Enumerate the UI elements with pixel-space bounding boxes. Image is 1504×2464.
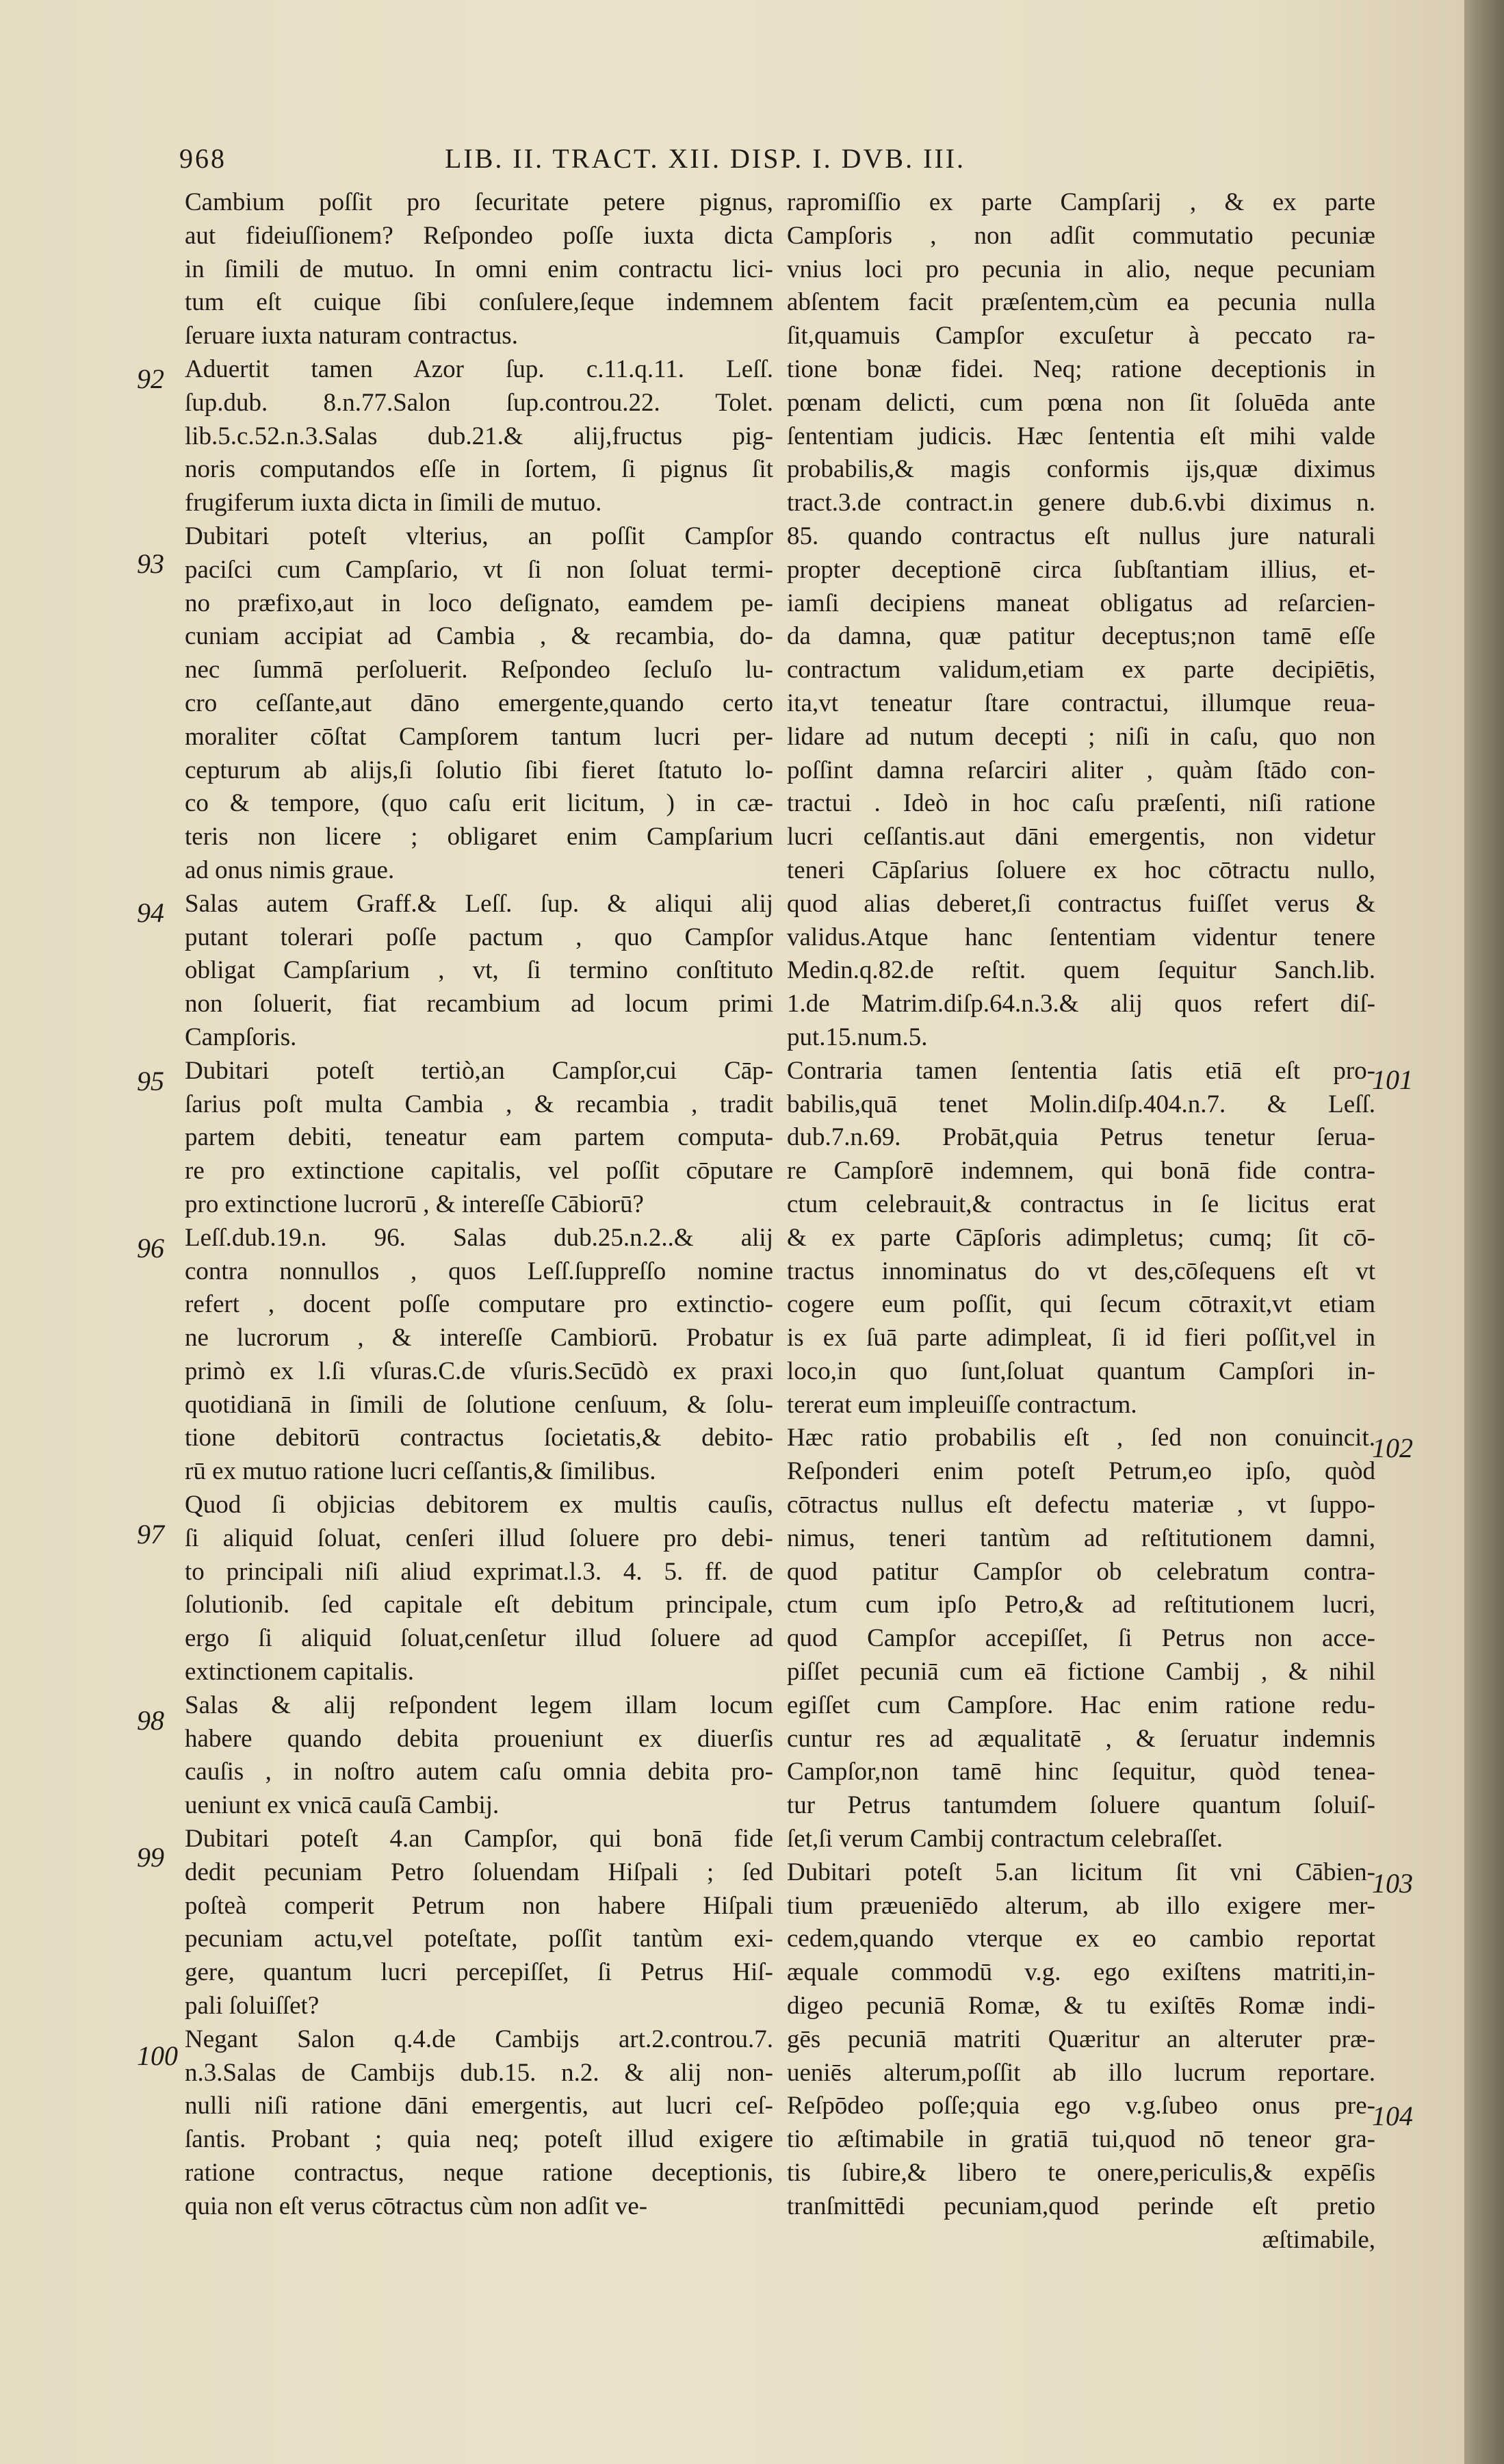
text-line: tur Petrus tantumdem ſoluere quantum ſoluiſ- xyxy=(787,1791,1375,1820)
text-line: loco,in quo ſunt,ſoluat quantum Campſori in- xyxy=(787,1357,1375,1385)
text-line: rapromiſſio ex parte Campſarij , & ex parte xyxy=(787,188,1375,216)
text-line: re pro extinctione capitalis, vel poſſit cōputare xyxy=(185,1157,773,1185)
text-line: Dubitari poteſt tertiò,an Campſor,cui Cāp- xyxy=(185,1056,773,1085)
text-line: cogere eum poſſit, qui ſecum cōtraxit,vt etiam xyxy=(787,1290,1375,1319)
text-line: ſi aliquid ſoluat, cenſeri illud ſoluere pro debi- xyxy=(185,1524,773,1552)
text-line: nec ſummā perſoluerit. Reſpondeo ſecluſo lu- xyxy=(185,656,773,684)
text-line: extinctionem capitalis. xyxy=(185,1658,414,1686)
text-line: poſteà comperit Petrum non habere Hiſpali xyxy=(185,1891,773,1920)
text-line: digeo pecuniā Romæ, & tu exiſtēs Romæ indi- xyxy=(787,1992,1375,2020)
text-line: tio æſtimabile in gratiā tui,quod nō teneor gra- xyxy=(787,2125,1375,2154)
text-line: Reſpōdeo poſſe;quia ego v.g.ſubeo onus pre- xyxy=(787,2092,1375,2120)
text-line: habere quando debita proueniunt ex diuerſis xyxy=(185,1724,773,1753)
text-line: ergo ſi aliquid ſoluat,cenſetur illud ſoluere ad xyxy=(185,1624,773,1653)
text-line: Hæc ratio probabilis eſt , ſed non conuincit. xyxy=(787,1424,1375,1452)
text-line: Medin.q.82.de reſtit. quem ſequitur Sanch.lib. xyxy=(787,956,1375,985)
text-line: re Campſorē indemnem, qui bonā fide contra- xyxy=(787,1157,1375,1185)
text-line: dub.7.n.69. Probāt,quia Petrus tenetur ſerua- xyxy=(787,1123,1375,1152)
text-line: tione bonæ fidei. Neq; ratione deceptionis in xyxy=(787,355,1375,383)
text-line: Campſoris. xyxy=(185,1023,297,1051)
text-line: propter deceptionē circa ſubſtantiam illius, et- xyxy=(787,555,1375,584)
text-line: co & tempore, (quo caſu erit licitum, ) in cæ- xyxy=(185,789,773,818)
text-line: tium præueniēdo alterum, ab illo exigere mer- xyxy=(787,1891,1375,1920)
text-line: Cambium poſſit pro ſecuritate petere pignus, xyxy=(185,188,773,216)
text-line: pecuniam actu,vel poteſtate, poſſit tantùm exi- xyxy=(185,1925,773,1953)
text-line: ne lucrorum , & intereſſe Cambiorū. Probatur xyxy=(185,1324,773,1352)
text-line: ſet,ſi verum Cambij contractum celebraſſet. xyxy=(787,1825,1223,1853)
text-line: gēs pecuniā matriti Quæritur an alteruter præ- xyxy=(787,2025,1375,2053)
book-spine xyxy=(1464,0,1504,2464)
text-line: ctum cum ipſo Petro,& ad reſtitutionem lucri, xyxy=(787,1591,1375,1619)
text-line: rū ex mutuo ratione lucri ceſſantis,& ſimilibus. xyxy=(185,1457,656,1486)
margin-number: 103 xyxy=(1372,1868,1413,1899)
text-line: ſup.dub. 8.n.77.Salon ſup.controu.22. Tolet. xyxy=(185,388,773,417)
text-line: Quod ſi objicias debitorem ex multis cauſis, xyxy=(185,1491,773,1519)
text-line: tererat eum impleuiſſe contractum. xyxy=(787,1390,1137,1419)
text-line: quod patitur Campſor ob celebratum contra- xyxy=(787,1557,1375,1586)
text-line: tractui . Ideò in hoc caſu præſenti, niſi ratione xyxy=(787,789,1375,818)
text-line: egiſſet cum Campſore. Hac enim ratione redu- xyxy=(787,1691,1375,1719)
text-line: Salas & alij reſpondent legem illam locum xyxy=(185,1691,773,1719)
text-line: put.15.num.5. xyxy=(787,1023,928,1051)
text-line: ſarius poſt multa Cambia , & recambia , tradit xyxy=(185,1090,773,1118)
text-line: moraliter cōſtat Campſorem tantum lucri per- xyxy=(185,722,773,751)
text-line: noris computandos eſſe in ſortem, ſi pignus ſit xyxy=(185,455,773,484)
text-line: Contraria tamen ſententia ſatis etiā eſt pro- xyxy=(787,1056,1375,1085)
text-line: ueniēs alterum,poſſit ab illo lucrum reportare. xyxy=(787,2058,1375,2087)
text-line: cuniam accipiat ad Cambia , & recambia, do- xyxy=(185,622,773,651)
text-line: primò ex l.ſi vſuras.C.de vſuris.Secūdò ex praxi xyxy=(185,1357,773,1385)
text-line: pali ſoluiſſet? xyxy=(185,1992,320,2020)
text-line: & ex parte Cāpſoris adimpletus; cumq; ſit cō- xyxy=(787,1223,1375,1252)
text-line: Negant Salon q.4.de Cambijs art.2.controu.7. xyxy=(185,2025,773,2053)
margin-number: 97 xyxy=(137,1519,164,1550)
text-line: refert , docent poſſe computare pro extinctio- xyxy=(185,1290,773,1319)
margin-number: 104 xyxy=(1372,2101,1413,2131)
text-line: is ex ſuā parte adimpleat, ſi id fieri poſſit,vel in xyxy=(787,1324,1375,1352)
text-line: Aduertit tamen Azor ſup. c.11.q.11. Leſſ. xyxy=(185,355,773,383)
text-line: to principali niſi aliud exprimat.l.3. 4. 5. ff. de xyxy=(185,1557,773,1586)
text-line: n.3.Salas de Cambijs dub.15. n.2. & alij non- xyxy=(185,2058,773,2087)
text-line: ad onus nimis graue. xyxy=(185,856,395,884)
text-line: cauſis , in noſtro autem caſu omnia debita pro- xyxy=(185,1758,773,1786)
text-line: teneri Cāpſarius ſoluere ex hoc cōtractu nullo, xyxy=(787,856,1375,884)
text-line: ctum celebrauit,& contractus in ſe licitus erat xyxy=(787,1190,1375,1218)
text-line: cedem,quando vterque ex eo cambio reportat xyxy=(787,1925,1375,1953)
text-line: probabilis,& magis conformis ijs,quæ diximus xyxy=(787,455,1375,484)
text-line: ſententiam judicis. Hæc ſententia eſt mihi valde xyxy=(787,422,1375,450)
text-line: dedit pecuniam Petro ſoluendam Hiſpali ; ſed xyxy=(185,1858,773,1886)
text-line: da damna, quæ patitur deceptus;non tamē eſſe xyxy=(787,622,1375,651)
text-line: Campſoris , non adſit commutatio pecuniæ xyxy=(787,221,1375,250)
text-line: iamſi decipiens maneat obligatus ad reſarcien- xyxy=(787,589,1375,617)
text-line: validus.Atque hanc ſententiam videntur tenere xyxy=(787,923,1375,951)
margin-number: 99 xyxy=(137,1842,164,1873)
text-line: pœnam delicti, cum pœna non ſit ſoluēda ante xyxy=(787,388,1375,417)
text-line: Dubitari poteſt 5.an licitum ſit vni Cābien- xyxy=(787,1858,1375,1886)
text-line: poſſint damna reſarciri aliter , quàm ſtādo con- xyxy=(787,756,1375,784)
text-line: aut fideiuſſionem? Reſpondeo poſſe iuxta dicta xyxy=(185,221,773,250)
text-line: cuntur res ad æqualitatē , & ſeruatur indemnis xyxy=(787,1724,1375,1753)
text-line: Campſor,non tamē hinc ſequitur, quòd tenea- xyxy=(787,1758,1375,1786)
margin-number: 95 xyxy=(137,1066,164,1096)
margin-number: 101 xyxy=(1372,1064,1413,1095)
text-line: ſantis. Probant ; quia neq; poteſt illud exigere xyxy=(185,2125,773,2154)
text-line: tis ſubire,& libero te onere,periculis,& expēſis xyxy=(787,2159,1375,2187)
text-line: putant tolerari poſſe pactum , quo Campſor xyxy=(185,923,773,951)
text-line: contractum validum,etiam ex parte decipiētis, xyxy=(787,656,1375,684)
text-line: piſſet pecuniā cum eā fictione Cambij , & nihil xyxy=(787,1658,1375,1686)
margin-number: 92 xyxy=(137,363,164,394)
right-column xyxy=(787,186,1375,2257)
running-head: LIB. II. TRACT. XII. DISP. I. DVB. III. xyxy=(445,143,966,174)
left-column xyxy=(185,186,773,2224)
text-line: ſit,quamuis Campſor excuſetur à peccato ra- xyxy=(787,322,1375,350)
text-line: contra nonnullos , quos Leſſ.ſuppreſſo nomine xyxy=(185,1257,773,1285)
text-line: cro ceſſante,aut dāno emergente,quando certo xyxy=(185,689,773,717)
margin-number: 102 xyxy=(1372,1433,1413,1463)
text-line: cōtractus nullus eſt defectu materiæ , vt ſuppo- xyxy=(787,1491,1375,1519)
text-line: ratione contractus, neque ratione deceptionis, xyxy=(185,2159,773,2187)
text-line: 85. quando contractus eſt nullus jure naturali xyxy=(787,522,1375,550)
text-line: Reſponderi enim poteſt Petrum,eo ipſo, quòd xyxy=(787,1457,1375,1486)
text-line: babilis,quā tenet Molin.diſp.404.n.7. & Leſſ. xyxy=(787,1090,1375,1118)
text-line: Dubitari poteſt vlterius, an poſſit Campſor xyxy=(185,522,773,550)
text-line: lucri ceſſantis.aut dāni emergentis, non videtur xyxy=(787,823,1375,851)
text-line: Dubitari poteſt 4.an Campſor, qui bonā fide xyxy=(185,1825,773,1853)
text-line: 1.de Matrim.diſp.64.n.3.& alij quos refert diſ- xyxy=(787,990,1375,1018)
text-line: lidare ad nutum decepti ; niſi in caſu, quo non xyxy=(787,722,1375,751)
text-line: vnius loci pro pecunia in alio, neque pecuniam xyxy=(787,255,1375,283)
margin-number: 96 xyxy=(137,1233,164,1263)
text-line: tum eſt cuique ſibi conſulere,ſeque indemnem xyxy=(185,288,773,317)
text-line: ueniunt ex vnicā cauſā Cambij. xyxy=(185,1791,500,1820)
text-line: tranſmittēdi pecuniam,quod perinde eſt pretio xyxy=(787,2192,1375,2220)
text-line: ita,vt teneatur ſtare contractui, illumque reua- xyxy=(787,689,1375,717)
text-line: nulli niſi ratione dāni emergentis, aut lucri ceſ- xyxy=(185,2092,773,2120)
margin-number: 93 xyxy=(137,548,164,579)
text-line: Salas autem Graff.& Leſſ. ſup. & aliqui alij xyxy=(185,889,773,918)
text-line: pro extinctione lucrorū , & intereſſe Cābiorū? xyxy=(185,1190,644,1218)
margin-number: 98 xyxy=(137,1705,164,1736)
margin-number: 100 xyxy=(137,2040,178,2071)
text-line: teris non licere ; obligaret enim Campſarium xyxy=(185,823,773,851)
text-line: non ſoluerit, fiat recambium ad locum primi xyxy=(185,990,773,1018)
text-line: nimus, teneri tantùm ad reſtitutionem damni, xyxy=(787,1524,1375,1552)
text-line: lib.5.c.52.n.3.Salas dub.21.& alij,fructus pig- xyxy=(185,422,773,450)
text-line: frugiferum iuxta dicta in ſimili de mutuo. xyxy=(185,489,602,517)
text-line: quod Campſor accepiſſet, ſi Petrus non acce- xyxy=(787,1624,1375,1653)
text-line: ſeruare iuxta naturam contractus. xyxy=(185,322,518,350)
text-line: quia non eſt verus cōtractus cùm non adſit ve- xyxy=(185,2192,648,2220)
text-line: paciſci cum Campſario, vt ſi non ſoluat termi- xyxy=(185,555,773,584)
text-line: tione debitorū contractus ſocietatis,& debito- xyxy=(185,1424,773,1452)
text-line: æſtimabile, xyxy=(1262,2225,1375,2254)
text-line: quod alias deberet,ſi contractus fuiſſet verus & xyxy=(787,889,1375,918)
text-line: æquale commodū v.g. ego exiſtens matriti,in- xyxy=(787,1958,1375,1987)
text-line: cepturum ab alijs,ſi ſolutio ſibi fieret ſtatuto lo- xyxy=(185,756,773,784)
text-line: tractus innominatus do vt des,cōſequens eſt vt xyxy=(787,1257,1375,1285)
text-line: abſentem facit præſentem,cùm ea pecunia nulla xyxy=(787,288,1375,317)
text-line: gere, quantum lucri percepiſſet, ſi Petrus Hiſ- xyxy=(185,1958,773,1987)
margin-number: 94 xyxy=(137,897,164,928)
text-line: ſolutionib. ſed capitale eſt debitum principale, xyxy=(185,1591,773,1619)
text-line: quotidianā in ſimili de ſolutione cenſuum, & ſolu- xyxy=(185,1390,773,1419)
page-number: 968 xyxy=(179,143,226,174)
text-line: obligat Campſarium , vt, ſi termino conſtituto xyxy=(185,956,773,985)
text-line: Leſſ.dub.19.n. 96. Salas dub.25.n.2..& alij xyxy=(185,1223,773,1252)
text-line: partem debiti, teneatur eam partem computa- xyxy=(185,1123,773,1152)
text-line: tract.3.de contract.in genere dub.6.vbi diximus n. xyxy=(787,489,1375,517)
text-line: no præfixo,aut in loco deſignato, eamdem pe- xyxy=(185,589,773,617)
text-line: in ſimili de mutuo. In omni enim contractu lici- xyxy=(185,255,773,283)
